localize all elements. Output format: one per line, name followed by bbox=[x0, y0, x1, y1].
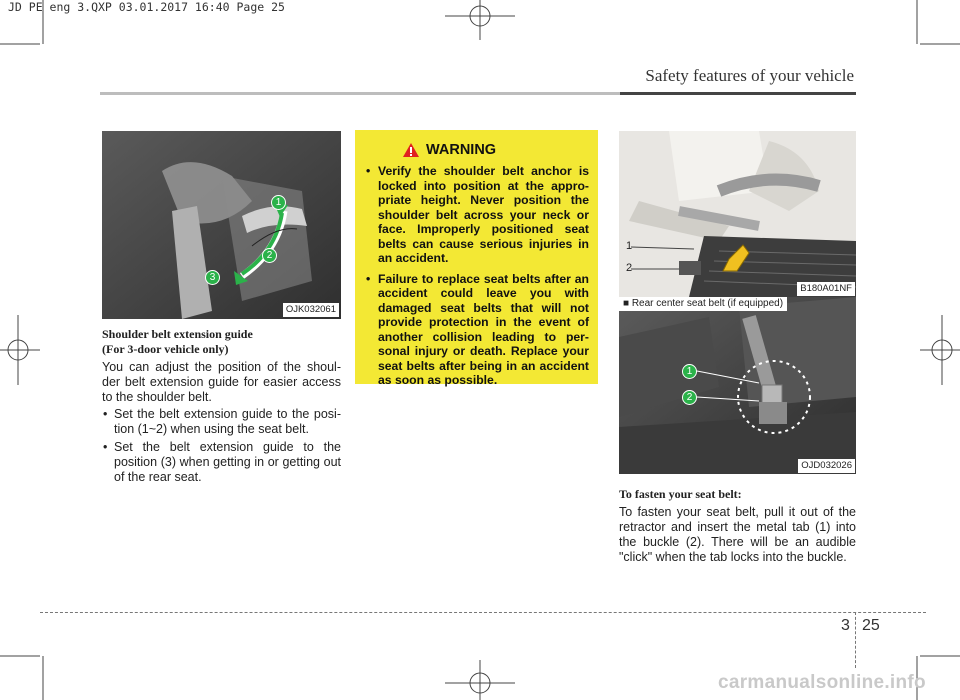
watermark: carmanualsonline.info bbox=[718, 672, 926, 693]
callout-1: 1 bbox=[271, 195, 286, 210]
page-divider bbox=[855, 612, 856, 668]
figure-fasten-belt bbox=[619, 131, 856, 297]
warning-title: WARNING bbox=[426, 142, 497, 158]
callout-1: 1 bbox=[682, 364, 697, 379]
list-item: • Set the belt extension guide to the position (3) when getting in or getting out of the rear seat. bbox=[102, 440, 341, 485]
callout-3: 3 bbox=[205, 270, 220, 285]
figure-extension-guide bbox=[102, 131, 341, 319]
instruction-list bbox=[102, 407, 341, 485]
extension-guide-illustration bbox=[102, 131, 341, 319]
section-heading: To fasten your seat belt: bbox=[619, 487, 742, 501]
warning-item: • Verify the shoulder belt anchor is locked into position at the appro- priate height. Never position the shoulder belt across your neck or face. Improperly positioned seat belts can cause serious injuries in an accident. bbox=[366, 164, 589, 266]
fasten-paragraph: To fasten your seat belt, pull it out of the retractor and insert the metal tab (1) into the buckle (2). There will be an audible "click" when the tab locks into the buckle. bbox=[619, 505, 856, 564]
fasten-belt-illustration bbox=[619, 131, 856, 297]
figure-code: OJK032061 bbox=[283, 303, 339, 317]
warning-triangle-icon bbox=[402, 142, 420, 158]
rear-center-belt-illustration bbox=[619, 297, 856, 474]
section-heading: Shoulder belt extension guide bbox=[102, 327, 253, 341]
figure-rear-center-belt bbox=[619, 297, 856, 474]
callout-2: 2 bbox=[682, 390, 697, 405]
right-column bbox=[619, 487, 856, 565]
footer-rule bbox=[40, 612, 926, 613]
print-slug: JD PE eng 3.QXP 03.01.2017 16:40 Page 25 bbox=[8, 0, 285, 14]
callout-1: 1 bbox=[626, 240, 633, 252]
page-number: 25 bbox=[862, 617, 880, 634]
figure-caption: ■ Rear center seat belt (if equipped) bbox=[619, 297, 787, 311]
chapter-number: 3 bbox=[841, 617, 850, 634]
warning-box bbox=[355, 130, 598, 387]
callout-2: 2 bbox=[626, 262, 633, 274]
left-column bbox=[102, 327, 341, 488]
warning-list bbox=[366, 164, 589, 388]
header-rule bbox=[100, 92, 856, 95]
callout-2: 2 bbox=[262, 248, 277, 263]
figure-code: B180A01NF bbox=[797, 282, 855, 296]
warning-item: • Failure to replace seat belts after an accident could leave you with damaged seat belts that will not provide protection in the event of another collision leading to per- sonal injury or death. Replace your seat belts after being in an accident as soon as possible. bbox=[366, 272, 589, 388]
warning-header bbox=[402, 142, 589, 158]
intro-paragraph: You can adjust the position of the shoul- der belt extension guide for easier access to the shoulder belt. bbox=[102, 360, 341, 404]
caption-square-icon: ■ bbox=[623, 298, 630, 309]
section-subheading: (For 3-door vehicle only) bbox=[102, 342, 229, 356]
figure-code: OJD032026 bbox=[798, 459, 855, 473]
list-item: • Set the belt extension guide to the posi- tion (1~2) when using the seat belt. bbox=[102, 407, 341, 437]
header-title: Safety features of your vehicle bbox=[645, 66, 854, 85]
